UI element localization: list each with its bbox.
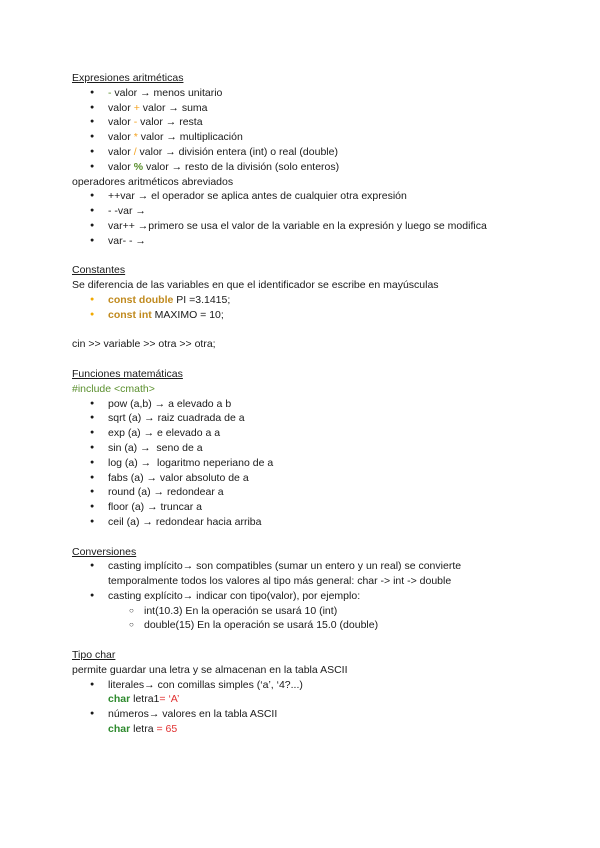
list-item: ● exp (a) → e elevado a a [72, 426, 532, 441]
section-title-conversiones: Conversiones [72, 545, 137, 558]
list-item: ● ++var → el operador se aplica antes de cualquier otra expresión [72, 189, 532, 204]
list-item: ● números→ valores en la tabla ASCII [72, 707, 532, 722]
abbrev-label: operadores aritméticos abreviados [72, 175, 234, 188]
list-item: ● var- - → [72, 234, 532, 249]
sub-list-item: ○ double(15) En la operación se usará 15.0 (double) [72, 618, 532, 633]
list-item: ● casting explícito→ indicar con tipo(valor), por ejemplo: [72, 589, 532, 604]
list-item: ● valor % valor → resto de la división (solo enteros) [72, 160, 532, 175]
list-item: ● sin (a) → seno de a [72, 441, 532, 456]
section-title-constantes: Constantes [72, 264, 126, 277]
char-list [72, 678, 532, 737]
list-item: ● valor - valor → resta [72, 115, 532, 130]
abbrev-list [72, 189, 532, 248]
list-item: ● ceil (a) → redondear hacia arriba [72, 515, 532, 530]
document-page [72, 71, 532, 737]
list-item: ● sqrt (a) → raiz cuadrada de a [72, 411, 532, 426]
math-list [72, 397, 532, 530]
section-title-char: Tipo char [72, 649, 116, 662]
section-title-funciones: Funciones matemáticas [72, 367, 183, 380]
list-item: ● pow (a,b) → a elevado a b [72, 397, 532, 412]
section-title-expresiones: Expresiones aritméticas [72, 72, 184, 84]
list-item: ● fabs (a) → valor absoluto de a [72, 471, 532, 486]
list-item: ● const double PI =3.1415; [72, 293, 532, 308]
list-item: ● literales→ con comillas simples (‘a’, ‘4?...) [72, 678, 532, 693]
code-line: char letra = 65 [108, 723, 178, 736]
list-item: ● - -var → [72, 204, 532, 219]
list-item: ● log (a) → logaritmo neperiano de a [72, 456, 532, 471]
list-item: ● floor (a) → truncar a [72, 500, 532, 515]
code-line: char letra1= ‘A’ [108, 693, 180, 706]
list-item: ● valor / valor → división entera (int) o real (double) [72, 145, 532, 160]
list-item: ● const int MAXIMO = 10; [72, 308, 532, 323]
list-item: ● valor + valor → suma [72, 101, 532, 116]
char-desc: permite guardar una letra y se almacenan en la tabla ASCII [72, 663, 348, 676]
expr-list [72, 86, 532, 175]
include-line: #include <cmath> [72, 382, 155, 395]
list-item: ● round (a) → redondear a [72, 485, 532, 500]
constants-desc: Se diferencia de las variables en que el identificador se escribe en mayúsculas [72, 279, 439, 292]
list-item: ● valor * valor → multiplicación [72, 130, 532, 145]
list-item: ● var++ →primero se usa el valor de la variable en la expresión y luego se modifica [72, 219, 532, 234]
list-item: ● casting implícito→ son compatibles (sumar un entero y un real) se convierte temporalmente todos los valores al tipo más general: char -> int -> double [72, 559, 508, 589]
constants-list [72, 293, 532, 323]
list-item: ● - valor → menos unitario [72, 86, 532, 101]
sub-list-item: ○ int(10.3) En la operación se usará 10 (int) [72, 604, 532, 619]
conv-list [72, 559, 532, 633]
cin-line: cin >> variable >> otra >> otra; [72, 338, 216, 351]
